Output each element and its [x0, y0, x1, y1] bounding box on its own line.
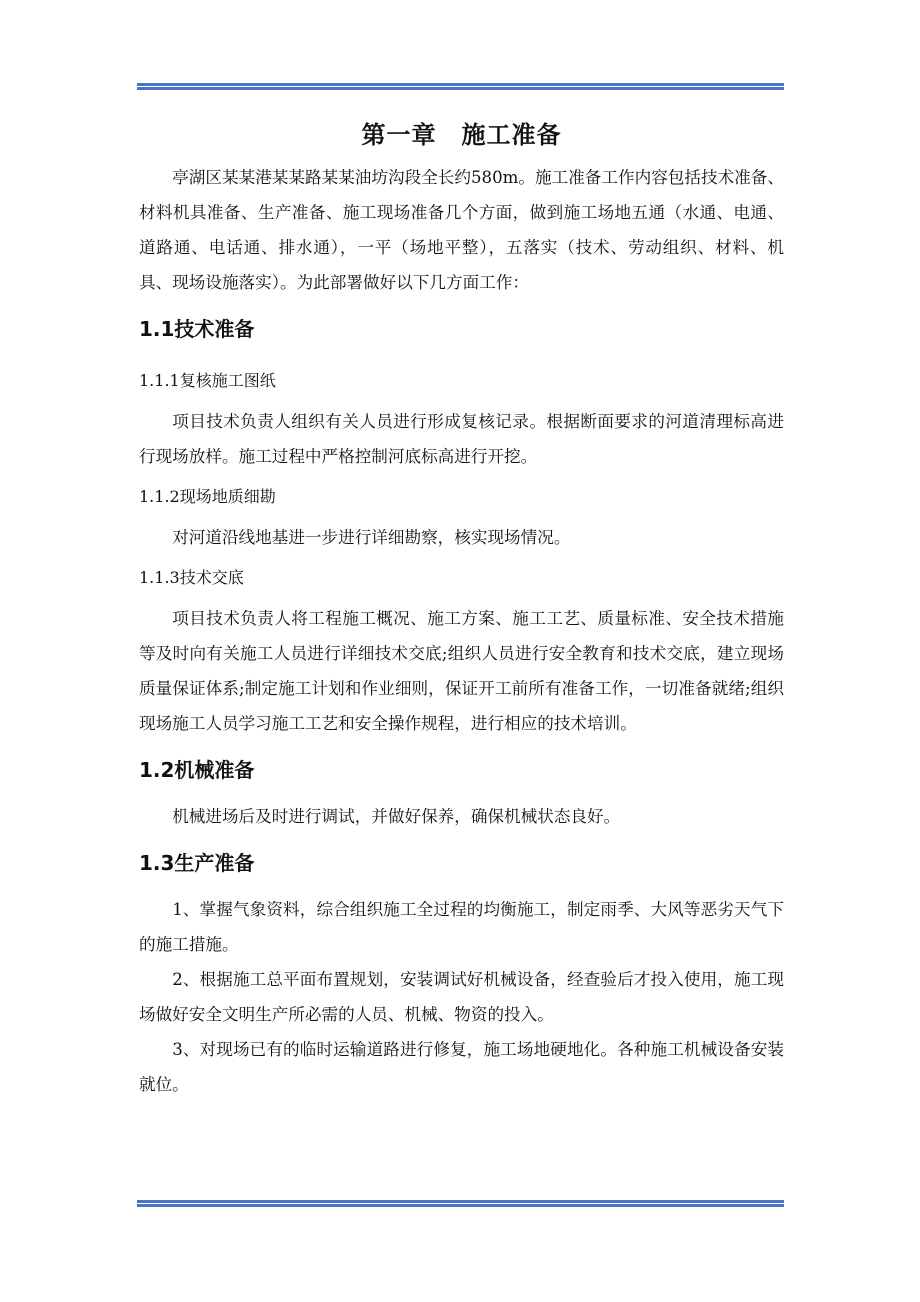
paragraph-1-3-3: 3、对现场已有的临时运输道路进行修复，施工场地硬地化。各种施工机械设备安装就位。	[139, 1040, 784, 1094]
paragraph-1-1-1: 项目技术负责人组织有关人员进行形成复核记录。根据断面要求的河道清理标高进行现场放样。施工过程中严格控制河底标高进行开挖。	[139, 412, 784, 466]
subsection-heading-1-1-1: 1.1.1复核施工图纸	[139, 371, 276, 390]
document-body	[139, 110, 784, 1102]
paragraph-1-1-2: 对河道沿线地基进一步进行详细勘察，核实现场情况。	[172, 528, 571, 547]
subsection-heading-1-1-2: 1.1.2现场地质细勘	[139, 487, 276, 506]
header-rule	[137, 83, 784, 90]
paragraph-1-2: 机械进场后及时进行调试，并做好保养，确保机械状态良好。	[172, 807, 621, 826]
section-heading-1-3: 1.3生产准备	[139, 851, 255, 875]
chapter-title: 第一章 施工准备	[361, 121, 562, 149]
footer-rule	[137, 1200, 784, 1207]
paragraph-1-3-2: 2、根据施工总平面布置规划，安装调试好机械设备，经查验后才投入使用，施工现场做好安全文明生产所必需的人员、机械、物资的投入。	[139, 970, 784, 1024]
intro-paragraph: 亭湖区某某港某某路某某油坊沟段全长约580m。施工准备工作内容包括技术准备、材料机具准备、生产准备、施工现场准备几个方面，做到施工场地五通（水通、电通、道路通、电话通、排水通），一平（场地平整），五落实（技术、劳动组织、材料、机具、现场设施落实）。为此部署做好以下几方面工作：	[139, 168, 784, 292]
subsection-heading-1-1-3: 1.1.3技术交底	[139, 568, 244, 587]
section-heading-1-2: 1.2机械准备	[139, 758, 255, 782]
paragraph-1-1-3: 项目技术负责人将工程施工概况、施工方案、施工工艺、质量标准、安全技术措施等及时向有关施工人员进行详细技术交底;组织人员进行安全教育和技术交底，建立现场质量保证体系;制定施工计划和作业细则，保证开工前所有准备工作，一切准备就绪;组织现场施工人员学习施工工艺和安全操作规程，进行相应的技术培训。	[139, 609, 784, 733]
paragraph-1-3-1: 1、掌握气象资料，综合组织施工全过程的均衡施工，制定雨季、大风等恶劣天气下的施工措施。	[139, 900, 784, 954]
section-heading-1-1: 1.1技术准备	[139, 317, 255, 341]
